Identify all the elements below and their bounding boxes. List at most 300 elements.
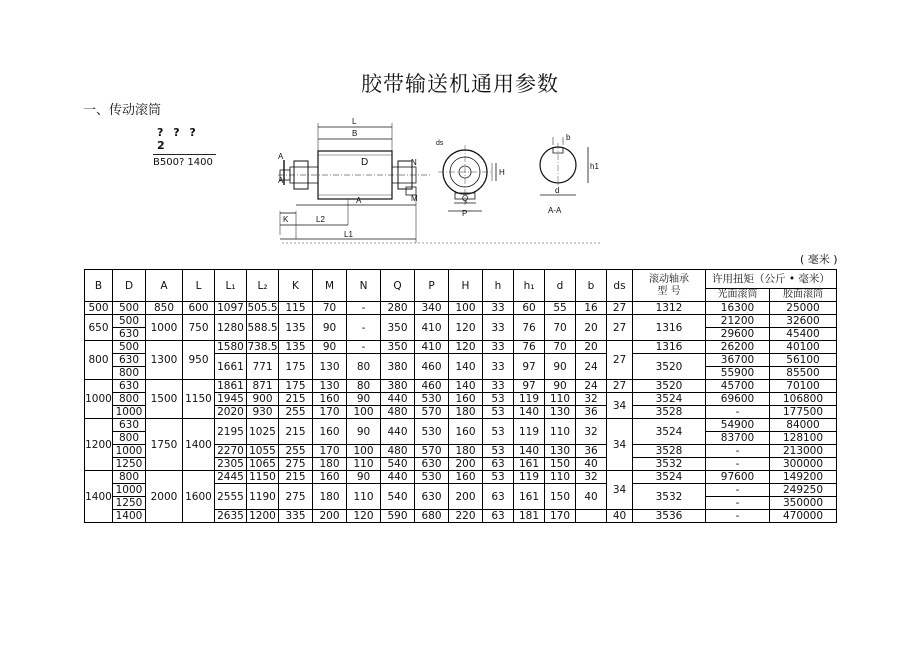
cell-m: 90	[313, 315, 347, 341]
cell-q: 280	[381, 302, 415, 315]
cell-torque-rubber: 213000	[770, 445, 837, 458]
cell-k: 275	[279, 484, 313, 510]
cell-b: 32	[576, 393, 607, 406]
cell-d-diameter: 1250	[113, 458, 146, 471]
cell-b: 32	[576, 419, 607, 445]
cell-bearing: 3524	[633, 471, 706, 484]
column-header-a: A	[146, 270, 183, 302]
cell-d-diameter: 800	[113, 393, 146, 406]
cell-l2: 505.5	[247, 302, 278, 314]
cell-d-diameter: 800	[113, 432, 146, 445]
cell-torque-plain: 16300	[706, 302, 770, 315]
cell-torque-plain: -	[706, 484, 770, 497]
table-row	[85, 419, 837, 432]
model-code-line1: ? ? ? 2	[157, 126, 199, 152]
column-header-h: H	[449, 270, 483, 302]
cell-h: 63	[483, 484, 514, 510]
cell-l: 1400	[183, 419, 215, 471]
section-mark-bottom: A	[278, 176, 284, 185]
cell-torque-plain: 21200	[706, 315, 770, 328]
cell-h: 63	[483, 458, 514, 471]
cell-ds: 34	[607, 393, 633, 419]
column-header-ds: ds	[607, 270, 633, 302]
cell-ds: 34	[607, 471, 633, 510]
cell-n: 110	[347, 484, 381, 510]
cell-d-diameter: 630	[113, 380, 146, 393]
cell-p: 630	[415, 458, 449, 471]
column-header-l: L	[183, 270, 215, 302]
cell-l: 750	[183, 315, 215, 341]
cell-torque-rubber: 149200	[770, 471, 837, 484]
dim-N-label: N	[411, 158, 417, 167]
model-code-line2: B500? 1400	[153, 157, 213, 168]
cell-torque-plain: 26200	[706, 341, 770, 354]
cell-h1: 181	[514, 510, 545, 523]
cell-ds: 40	[607, 510, 633, 523]
dim-M-label: M	[411, 194, 418, 203]
cell-torque-plain: -	[706, 510, 770, 523]
cell-k: 275	[279, 458, 313, 471]
cell-torque-plain: 45700	[706, 380, 770, 393]
cell-l1: 2555	[215, 484, 247, 510]
cell-m: 160	[313, 419, 347, 445]
cell-l1: 1280	[215, 315, 247, 341]
table-row	[85, 471, 837, 484]
cell-m: 160	[313, 471, 347, 484]
cell-p: 530	[415, 471, 449, 484]
cell-torque-rubber: 106800	[770, 393, 837, 406]
cell-l1: 1661	[215, 354, 247, 380]
cell-h1: 140	[514, 445, 545, 458]
cell-a: 1000	[146, 315, 183, 341]
cell-q: 480	[381, 406, 415, 419]
cell-l2: 1150	[247, 471, 279, 484]
cell-d-diameter: 800	[113, 367, 146, 380]
cell-h: 180	[449, 406, 483, 419]
cell-d-diameter: 500	[113, 341, 146, 354]
cell-b: 36	[576, 445, 607, 458]
cell-d-diameter: 630	[113, 354, 146, 367]
cell-d-diameter: 800	[113, 471, 146, 484]
model-code-rule	[153, 154, 216, 155]
cell-h1: 97	[514, 380, 545, 393]
cell-d-diameter: 630	[113, 328, 146, 341]
section-mark-top: A	[278, 152, 284, 161]
cell-l2: 871	[247, 380, 279, 393]
cell-n: 100	[347, 406, 381, 419]
cell-b: 24	[576, 354, 607, 380]
cell-k: 215	[279, 393, 313, 406]
cell-b: 24	[576, 380, 607, 393]
cell-h: 33	[483, 315, 514, 341]
table-row	[85, 341, 837, 354]
column-header-d: d	[545, 270, 576, 302]
cell-d: 55	[545, 302, 576, 315]
dim-B-label: B	[352, 129, 358, 138]
cell-l1: 2445	[215, 471, 247, 484]
cell-torque-rubber: 25000	[770, 302, 837, 315]
dim-L2-label: L2	[316, 215, 325, 224]
cell-torque-plain: 54900	[706, 419, 770, 432]
cell-q: 440	[381, 393, 415, 406]
cell-n: 90	[347, 393, 381, 406]
cell-d: 170	[545, 510, 576, 523]
cell-k: 215	[279, 419, 313, 445]
cell-k: 175	[279, 354, 313, 380]
cell-d: 150	[545, 484, 576, 510]
cell-n: 100	[347, 445, 381, 458]
cell-h1: 119	[514, 419, 545, 445]
cell-bearing: 3524	[633, 419, 706, 445]
cell-torque-plain: 83700	[706, 432, 770, 445]
cell-b	[576, 510, 607, 523]
column-header-l2: L₂	[247, 270, 279, 302]
cell-h: 140	[449, 380, 483, 393]
cell-h1: 161	[514, 484, 545, 510]
cell-l1: 2270	[215, 445, 247, 458]
cell-l1: 2020	[215, 406, 247, 419]
cell-p: 460	[415, 380, 449, 393]
cell-m: 130	[313, 380, 347, 393]
cell-h: 160	[449, 393, 483, 406]
cell-l: 600	[183, 302, 215, 315]
cell-h: 53	[483, 445, 514, 458]
cell-l2: 900	[247, 393, 279, 406]
cell-d-diameter: 1400	[113, 510, 146, 523]
cell-torque-rubber: 470000	[770, 510, 837, 523]
table-row	[85, 380, 837, 393]
cell-h: 100	[449, 302, 483, 315]
cell-d: 90	[545, 380, 576, 393]
cell-bearing: 3528	[633, 406, 706, 419]
cell-torque-plain: 55900	[706, 367, 770, 380]
cell-l2: 738.5	[247, 341, 278, 353]
cell-h: 160	[449, 471, 483, 484]
column-header-torque: 许用扭矩（公斤 • 毫米）	[706, 270, 837, 289]
cell-n: -	[347, 341, 381, 354]
cell-l: 1150	[183, 380, 215, 419]
cell-torque-rubber: 249250	[770, 484, 837, 497]
cell-m: 170	[313, 445, 347, 458]
cell-torque-plain: -	[706, 497, 770, 510]
cell-m: 70	[313, 302, 347, 315]
cell-h1: 161	[514, 458, 545, 471]
cell-b: 650	[85, 315, 113, 341]
cell-h1: 140	[514, 406, 545, 419]
cell-l2: 1065	[247, 458, 279, 471]
cell-torque-rubber: 70100	[770, 380, 837, 393]
cell-bearing: 3520	[633, 354, 706, 380]
cell-h: 33	[483, 302, 514, 315]
cell-k: 135	[279, 341, 313, 354]
cell-d: 90	[545, 354, 576, 380]
cell-p: 570	[415, 406, 449, 419]
cell-h: 33	[483, 341, 514, 354]
column-header-b: B	[85, 270, 113, 302]
cell-m: 200	[313, 510, 347, 523]
cell-n: -	[347, 315, 381, 341]
cell-b: 1000	[85, 380, 113, 419]
cell-torque-plain: -	[706, 458, 770, 471]
cell-h1: 60	[514, 302, 545, 315]
cell-d: 110	[545, 419, 576, 445]
cell-p: 530	[415, 419, 449, 445]
cell-h: 120	[449, 315, 483, 341]
cell-b: 40	[576, 458, 607, 471]
column-header-bearing: 滚动轴承 型 号	[633, 270, 706, 302]
cell-a: 2000	[146, 471, 183, 523]
cell-torque-rubber: 56100	[770, 354, 837, 367]
dim-L1-label: L1	[344, 230, 353, 239]
cell-bearing: 3524	[633, 393, 706, 406]
cell-h: 33	[483, 354, 514, 380]
cell-q: 380	[381, 354, 415, 380]
cell-p: 530	[415, 393, 449, 406]
dim-b-label: b	[566, 133, 571, 142]
cell-h1: 97	[514, 354, 545, 380]
cell-h: 120	[449, 341, 483, 354]
cell-bearing: 3532	[633, 484, 706, 510]
column-header-k: K	[279, 270, 313, 302]
cell-d-diameter: 500	[113, 302, 146, 315]
cell-h1: 76	[514, 341, 545, 354]
dim-d-label: d	[555, 186, 560, 195]
cell-l2: 588.5	[247, 315, 279, 341]
section-title-AA: A-A	[548, 206, 562, 215]
cell-k: 135	[279, 315, 313, 341]
cell-m: 180	[313, 458, 347, 471]
cell-p: 630	[415, 484, 449, 510]
page-title: 胶带输送机通用参数	[361, 72, 559, 96]
column-header-l1: L₁	[215, 270, 247, 302]
cell-l2: 1190	[247, 484, 279, 510]
column-header-b: b	[576, 270, 607, 302]
dim-Q-label: Q	[462, 194, 469, 203]
cell-k: 175	[279, 380, 313, 393]
cell-h1: 76	[514, 315, 545, 341]
cell-q: 540	[381, 484, 415, 510]
cell-torque-rubber: 84000	[770, 419, 837, 432]
cell-n: 90	[347, 471, 381, 484]
cell-ds: 27	[607, 315, 633, 341]
cell-l1: 2195	[215, 419, 247, 445]
cell-l1: 1580	[215, 341, 247, 354]
cell-h: 200	[449, 458, 483, 471]
cell-torque-rubber: 128100	[770, 432, 837, 445]
cell-torque-rubber: 85500	[770, 367, 837, 380]
column-header-h1: h₁	[514, 270, 545, 302]
cell-h: 180	[449, 445, 483, 458]
cell-ds: 27	[607, 341, 633, 380]
section-heading: 一、传动滚筒	[83, 103, 162, 118]
cell-a: 1750	[146, 419, 183, 471]
table-header-row	[85, 270, 837, 289]
cell-k: 115	[279, 302, 313, 315]
cell-ds: 34	[607, 419, 633, 471]
column-header-torque-plain: 光面滚筒	[706, 289, 770, 302]
cell-l: 950	[183, 341, 215, 380]
cell-torque-plain: 36700	[706, 354, 770, 367]
cell-l1: 1861	[215, 380, 247, 393]
table-body	[85, 302, 837, 523]
dim-D-label: D	[361, 157, 369, 168]
cell-bearing: 3520	[633, 380, 706, 393]
cell-b: 36	[576, 406, 607, 419]
cell-p: 410	[415, 341, 449, 354]
cell-k: 255	[279, 445, 313, 458]
cell-bearing: 1316	[633, 341, 706, 354]
cell-l2: 1055	[247, 445, 279, 458]
unit-label: ( 毫米 )	[800, 253, 838, 266]
cell-h1: 119	[514, 393, 545, 406]
cell-d-diameter: 630	[113, 419, 146, 432]
cell-m: 90	[313, 341, 347, 354]
cell-n: 90	[347, 419, 381, 445]
cell-h: 220	[449, 510, 483, 523]
cell-l1: 1945	[215, 393, 247, 406]
cell-bearing: 3528	[633, 445, 706, 458]
table-row	[85, 315, 837, 328]
parameter-table	[84, 269, 837, 523]
column-header-p: P	[415, 270, 449, 302]
cell-k: 335	[279, 510, 313, 523]
cell-m: 160	[313, 393, 347, 406]
cell-h: 140	[449, 354, 483, 380]
dim-H-label: H	[499, 168, 505, 177]
cell-q: 350	[381, 315, 415, 341]
cell-p: 410	[415, 315, 449, 341]
cell-q: 350	[381, 341, 415, 354]
cell-k: 255	[279, 406, 313, 419]
cell-torque-plain: 69600	[706, 393, 770, 406]
cell-h: 200	[449, 484, 483, 510]
cell-d-diameter: 1000	[113, 406, 146, 419]
cell-d: 110	[545, 393, 576, 406]
cell-d-diameter: 1000	[113, 484, 146, 497]
cell-n: 120	[347, 510, 381, 523]
cell-h: 160	[449, 419, 483, 445]
cell-d: 110	[545, 471, 576, 484]
column-header-n: N	[347, 270, 381, 302]
dim-P-label: P	[462, 209, 468, 218]
cell-q: 440	[381, 419, 415, 445]
cell-q: 380	[381, 380, 415, 393]
cell-n: -	[347, 302, 381, 315]
cell-n: 80	[347, 354, 381, 380]
cell-torque-rubber: 350000	[770, 497, 837, 510]
cell-l2: 1200	[247, 510, 279, 523]
dim-ds-label: ds	[436, 140, 444, 147]
cell-h: 53	[483, 406, 514, 419]
cell-h: 53	[483, 471, 514, 484]
cell-d-diameter: 1000	[113, 445, 146, 458]
cell-h: 53	[483, 419, 514, 445]
cell-l1: 1097	[215, 302, 247, 315]
shaft-section-view	[540, 137, 588, 195]
cell-ds: 27	[607, 380, 633, 393]
cell-bearing: 3532	[633, 458, 706, 471]
cell-bearing: 1316	[633, 315, 706, 341]
cell-n: 110	[347, 458, 381, 471]
cell-d: 130	[545, 445, 576, 458]
cell-b: 1200	[85, 419, 113, 471]
cell-b: 800	[85, 341, 113, 380]
cell-b: 32	[576, 471, 607, 484]
cell-m: 170	[313, 406, 347, 419]
cell-l: 1600	[183, 471, 215, 523]
cell-l2: 771	[247, 354, 279, 380]
dim-L-label: L	[352, 117, 357, 126]
cell-bearing: 1312	[633, 302, 706, 315]
cell-l1: 2635	[215, 510, 247, 523]
cell-torque-plain: -	[706, 406, 770, 419]
cell-b: 20	[576, 315, 607, 341]
cell-torque-plain: 97600	[706, 471, 770, 484]
column-header-q: Q	[381, 270, 415, 302]
cell-m: 180	[313, 484, 347, 510]
cell-q: 540	[381, 458, 415, 471]
cell-a: 850	[146, 302, 183, 315]
cell-q: 440	[381, 471, 415, 484]
dim-K-label: K	[283, 215, 289, 224]
cell-p: 680	[415, 510, 449, 523]
cell-torque-rubber: 177500	[770, 406, 837, 419]
cell-p: 460	[415, 354, 449, 380]
cell-n: 80	[347, 380, 381, 393]
column-header-h: h	[483, 270, 514, 302]
cell-ds: 27	[607, 302, 633, 315]
cell-l2: 1025	[247, 419, 279, 445]
cell-bearing: 3536	[633, 510, 706, 523]
cell-l2: 930	[247, 406, 279, 419]
cell-m: 130	[313, 354, 347, 380]
cell-b: 1400	[85, 471, 113, 523]
cell-h: 53	[483, 393, 514, 406]
model-code	[153, 126, 216, 168]
cell-torque-rubber: 32600	[770, 315, 837, 328]
cell-d: 130	[545, 406, 576, 419]
cell-d: 70	[545, 341, 576, 354]
table-row	[85, 302, 837, 315]
cell-q: 480	[381, 445, 415, 458]
column-header-m: M	[313, 270, 347, 302]
cell-torque-rubber: 40100	[770, 341, 837, 354]
cell-h1: 119	[514, 471, 545, 484]
dim-h1-label: h1	[590, 162, 599, 171]
cell-a: 1300	[146, 341, 183, 380]
pulley-drawing	[270, 115, 605, 250]
cell-b: 16	[576, 302, 607, 315]
cell-b: 20	[576, 341, 607, 354]
cell-d-diameter: 500	[113, 315, 146, 328]
cell-h: 63	[483, 510, 514, 523]
cell-h: 33	[483, 380, 514, 393]
dim-A-label: A	[356, 196, 362, 205]
cell-k: 215	[279, 471, 313, 484]
cell-d: 150	[545, 458, 576, 471]
column-header-torque-rubber: 胶面滚筒	[770, 289, 837, 302]
cell-p: 570	[415, 445, 449, 458]
cell-torque-plain: -	[706, 445, 770, 458]
cell-q: 590	[381, 510, 415, 523]
cell-l1: 2305	[215, 458, 247, 471]
cell-a: 1500	[146, 380, 183, 419]
cell-torque-rubber: 300000	[770, 458, 837, 471]
cell-d: 70	[545, 315, 576, 341]
cell-torque-rubber: 45400	[770, 328, 837, 341]
cell-p: 340	[415, 302, 449, 315]
cell-d-diameter: 1250	[113, 497, 146, 510]
